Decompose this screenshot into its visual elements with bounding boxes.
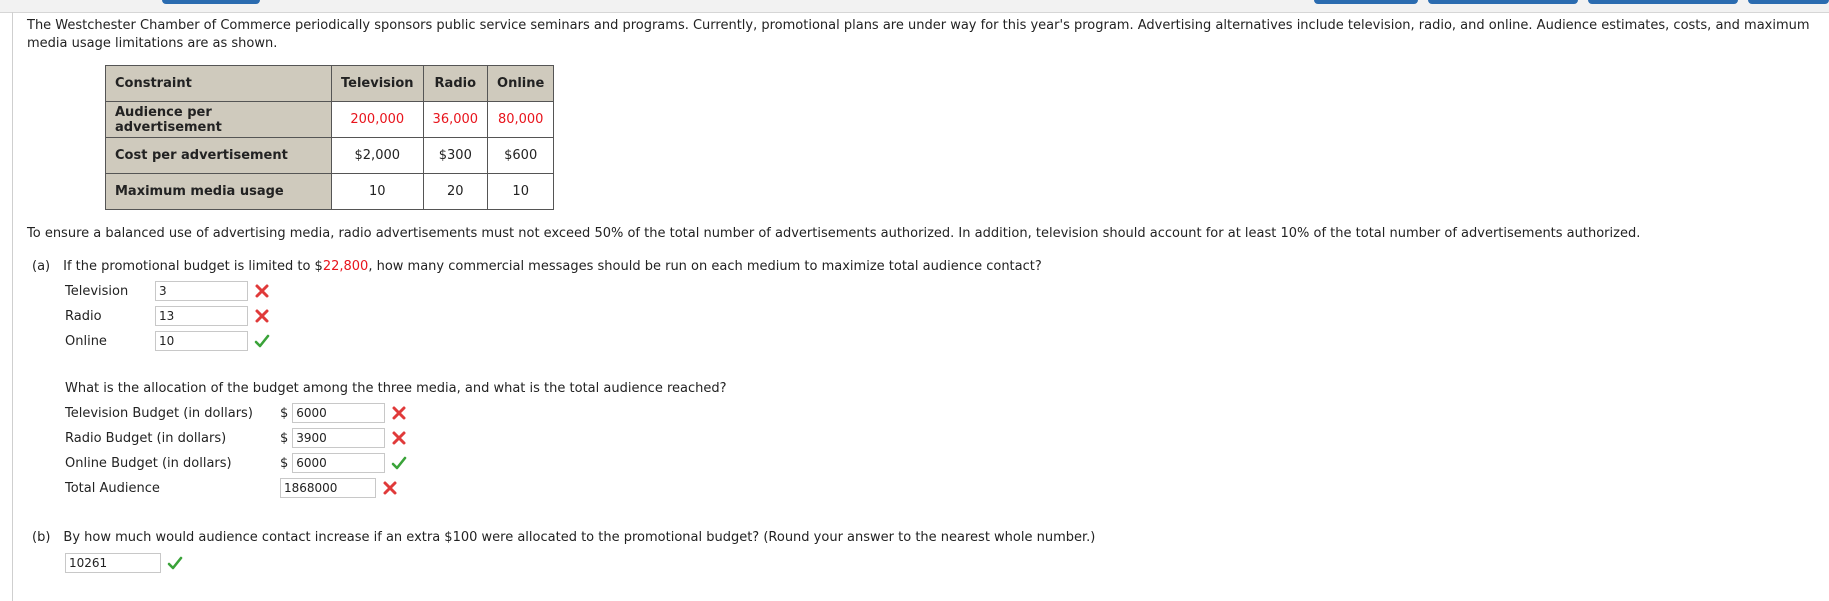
cell-value: 80,000 <box>488 102 554 138</box>
intro-text: The Westchester Chamber of Commerce periodically sponsors public service seminars and programs. Currently, promotional plans are under way for this year's program. Advertising alternatives include television, radio, and online. Audience estimates, costs, and maximum media usage limitations are as shown. <box>27 18 1810 51</box>
toolbar-button-stub[interactable] <box>1314 0 1418 4</box>
answer-label: Radio <box>65 308 102 324</box>
part-b-question: By how much would audience contact increase if an extra $100 were allocated to the promotional budget? (Round your answer to the nearest whole number.) <box>63 529 1096 545</box>
part-a-question-pre: If the promotional budget is limited to $ <box>63 258 323 274</box>
allocation-question: What is the allocation of the budget among the three media, and what is the total audience reached? <box>65 380 727 396</box>
total-audience-input[interactable] <box>280 478 376 498</box>
toolbar-button-stub[interactable] <box>1748 0 1829 4</box>
part-b-answer-row <box>65 553 183 573</box>
currency-symbol: $ <box>280 430 289 446</box>
constraint-table <box>105 65 554 210</box>
cell-value: $2,000 <box>332 138 424 174</box>
radio-budget-input[interactable] <box>292 428 385 448</box>
answer-label: Television <box>65 283 129 299</box>
incorrect-icon <box>391 430 407 446</box>
total-audience-row <box>65 478 398 498</box>
part-a-tag: (a) <box>32 258 51 274</box>
budget-label: Television Budget (in dollars) <box>65 405 253 421</box>
budget-label: Radio Budget (in dollars) <box>65 430 227 446</box>
cell-value: 36,000 <box>423 102 488 138</box>
header-online: Online <box>488 66 554 102</box>
balance-text: To ensure a balanced use of advertising media, radio advertisements must not exceed 50% of the total number of advertisements authorized. In addition, television should account for at least 10% of the total number of advertisements authorized. <box>27 226 1641 241</box>
header-radio: Radio <box>423 66 488 102</box>
correct-check-icon <box>391 455 407 471</box>
table-header-row <box>106 66 554 102</box>
television-budget-input[interactable] <box>292 403 385 423</box>
incorrect-icon <box>391 405 407 421</box>
part-b-question-row <box>32 527 1095 547</box>
header-constraint: Constraint <box>106 66 332 102</box>
cell-value: $600 <box>488 138 554 174</box>
cell-value: 10 <box>332 174 424 210</box>
radio-count-input[interactable] <box>155 306 248 326</box>
part-a-budget: 22,800 <box>322 258 369 274</box>
table-row-max-usage <box>106 174 554 210</box>
cell-value: 10 <box>488 174 554 210</box>
audience-increase-input[interactable] <box>65 553 161 573</box>
table-row-audience <box>106 102 554 138</box>
row-label: Maximum media usage <box>106 174 332 210</box>
correct-check-icon <box>167 555 183 571</box>
budget-label: Online Budget (in dollars) <box>65 455 232 471</box>
budget-row-television <box>65 403 407 423</box>
budget-row-online <box>65 453 407 473</box>
budget-row-radio <box>65 428 407 448</box>
problem-content <box>27 17 1822 545</box>
currency-symbol: $ <box>280 405 289 421</box>
row-label: Audience per advertisement <box>106 102 332 138</box>
part-b-tag: (b) <box>32 529 51 545</box>
incorrect-icon <box>254 308 270 324</box>
content-left-border <box>12 12 13 601</box>
answer-row-online <box>65 331 270 351</box>
toolbar-button-stub[interactable] <box>1588 0 1738 4</box>
total-audience-label: Total Audience <box>65 480 160 496</box>
correct-check-icon <box>254 333 270 349</box>
currency-symbol: $ <box>280 455 289 471</box>
online-budget-input[interactable] <box>292 453 385 473</box>
row-label: Cost per advertisement <box>106 138 332 174</box>
toolbar-button-stub[interactable] <box>162 0 260 4</box>
header-television: Television <box>332 66 424 102</box>
cell-value: 200,000 <box>332 102 424 138</box>
incorrect-icon <box>254 283 270 299</box>
toolbar-button-stub[interactable] <box>1428 0 1578 4</box>
table-row-cost <box>106 138 554 174</box>
part-a-question-post: , how many commercial messages should be run on each medium to maximize total audience contact? <box>368 258 1042 274</box>
part-a-question <box>32 256 1042 276</box>
cell-value: $300 <box>423 138 488 174</box>
cell-value: 20 <box>423 174 488 210</box>
answer-label: Online <box>65 333 107 349</box>
online-count-input[interactable] <box>155 331 248 351</box>
television-count-input[interactable] <box>155 281 248 301</box>
answer-row-television <box>65 281 270 301</box>
incorrect-icon <box>382 480 398 496</box>
answer-row-radio <box>65 306 270 326</box>
